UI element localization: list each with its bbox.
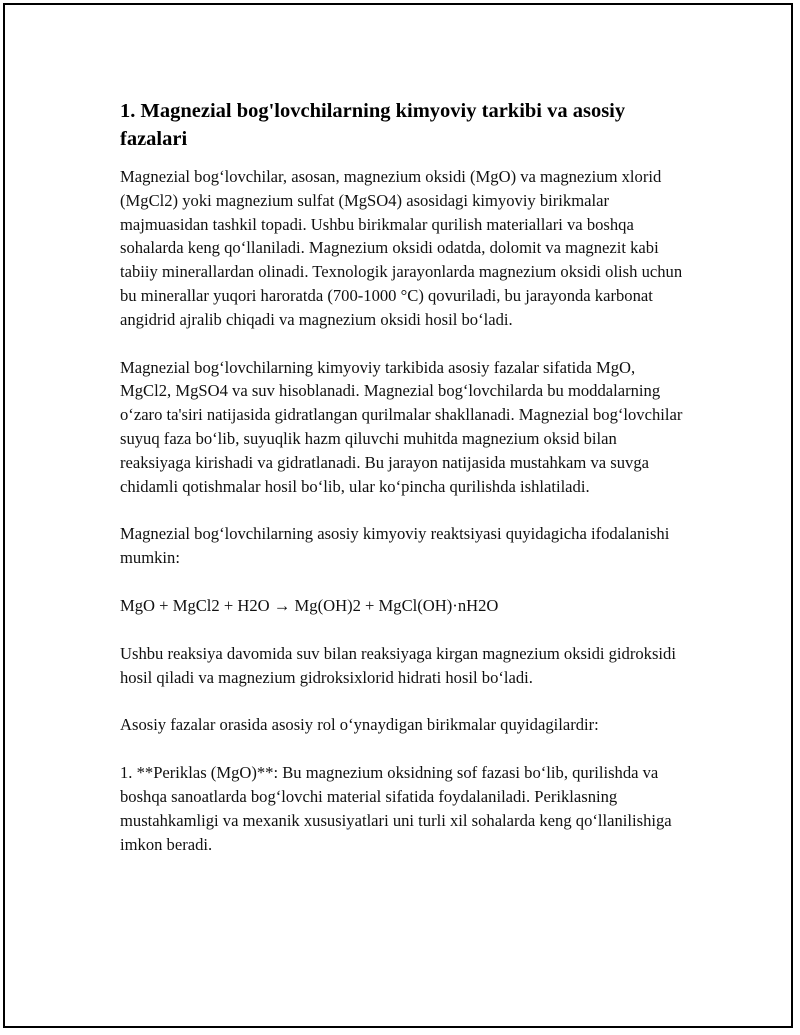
page-frame [3, 3, 793, 1028]
paragraph-reaction-explanation: Ushbu reaksiya davomida suv bilan reaksiyaga kirgan magnezium oksidi gidroksidi hosil qiladi va magnezium gidroksixlorid hidrati hosil bo‘ladi. [120, 643, 676, 687]
list-item-periclase: 1. **Periklas (MgO)**: Bu magnezium oksidning sof fazasi bo‘lib, qurilishda va boshqa sanoatlarda bog‘lovchi material sifatida foydalaniladi. Periklasning mustahkamligi va mexanik xususiyatlari uni turli xil sohalarda keng qo‘llanilishiga imkon beradi. [120, 763, 672, 854]
paragraph-intro: Magnezial bog‘lovchilar, asosan, magnezium oksidi (MgO) va magnezium xlorid (MgCl2) yoki magnezium sulfat (MgSO4) asosidagi kimyoviy birikmalar majmuasidan tashkil topadi. Ushbu birikmalar qurilish materiallari va boshqa sohalarda keng qo‘llaniladi. Magnezium oksidi odatda, dolomit va magnezit kabi tabiiy minerallardan olinadi. Texnologik jarayonlarda magnezium oksidi olish uchun bu minerallar yuqori haroratda (700-1000 °C) qovuriladi, bu jarayonda karbonat angidrid ajralib chiqadi va magnezium oksidi hosil bo‘ladi. [120, 167, 683, 329]
section-heading: 1. Magnezial bog'lovchilarning kimyoviy tarkibi va asosiy fazalari [120, 100, 626, 150]
paragraph-reaction-intro: Magnezial bog‘lovchilarning asosiy kimyoviy reaktsiyasi quyidagicha ifodalanishi mumkin: [120, 524, 670, 568]
reaction-equation: MgO + MgCl2 + H2O → Mg(OH)2 + MgCl(OH)·nH2O [120, 595, 499, 615]
paragraph-phases: Magnezial bog‘lovchilarning kimyoviy tarkibida asosiy fazalar sifatida MgO, MgCl2, MgSO4 va suv hisoblanadi. Magnezial bog‘lovchilarda bu moddalarning o‘zaro ta'siri natijasida gidratlangan qurilmalar shakllanadi. Magnezial bog‘lovchilar suyuq faza bo‘lib, suyuqlik hazm qiluvchi muhitda magnezium oksid bilan reaksiyaga kirishadi va gidratlanadi. Bu jarayon natijasida mustahkam va suvga chidamli qotishmalar hosil bo‘lib, ular ko‘pincha qurilishda ishlatiladi. [120, 357, 683, 496]
paragraph-main-compounds: Asosiy fazalar orasida asosiy rol o‘ynaydigan birikmalar quyidagilardir: [120, 715, 599, 735]
document-body [120, 97, 690, 880]
